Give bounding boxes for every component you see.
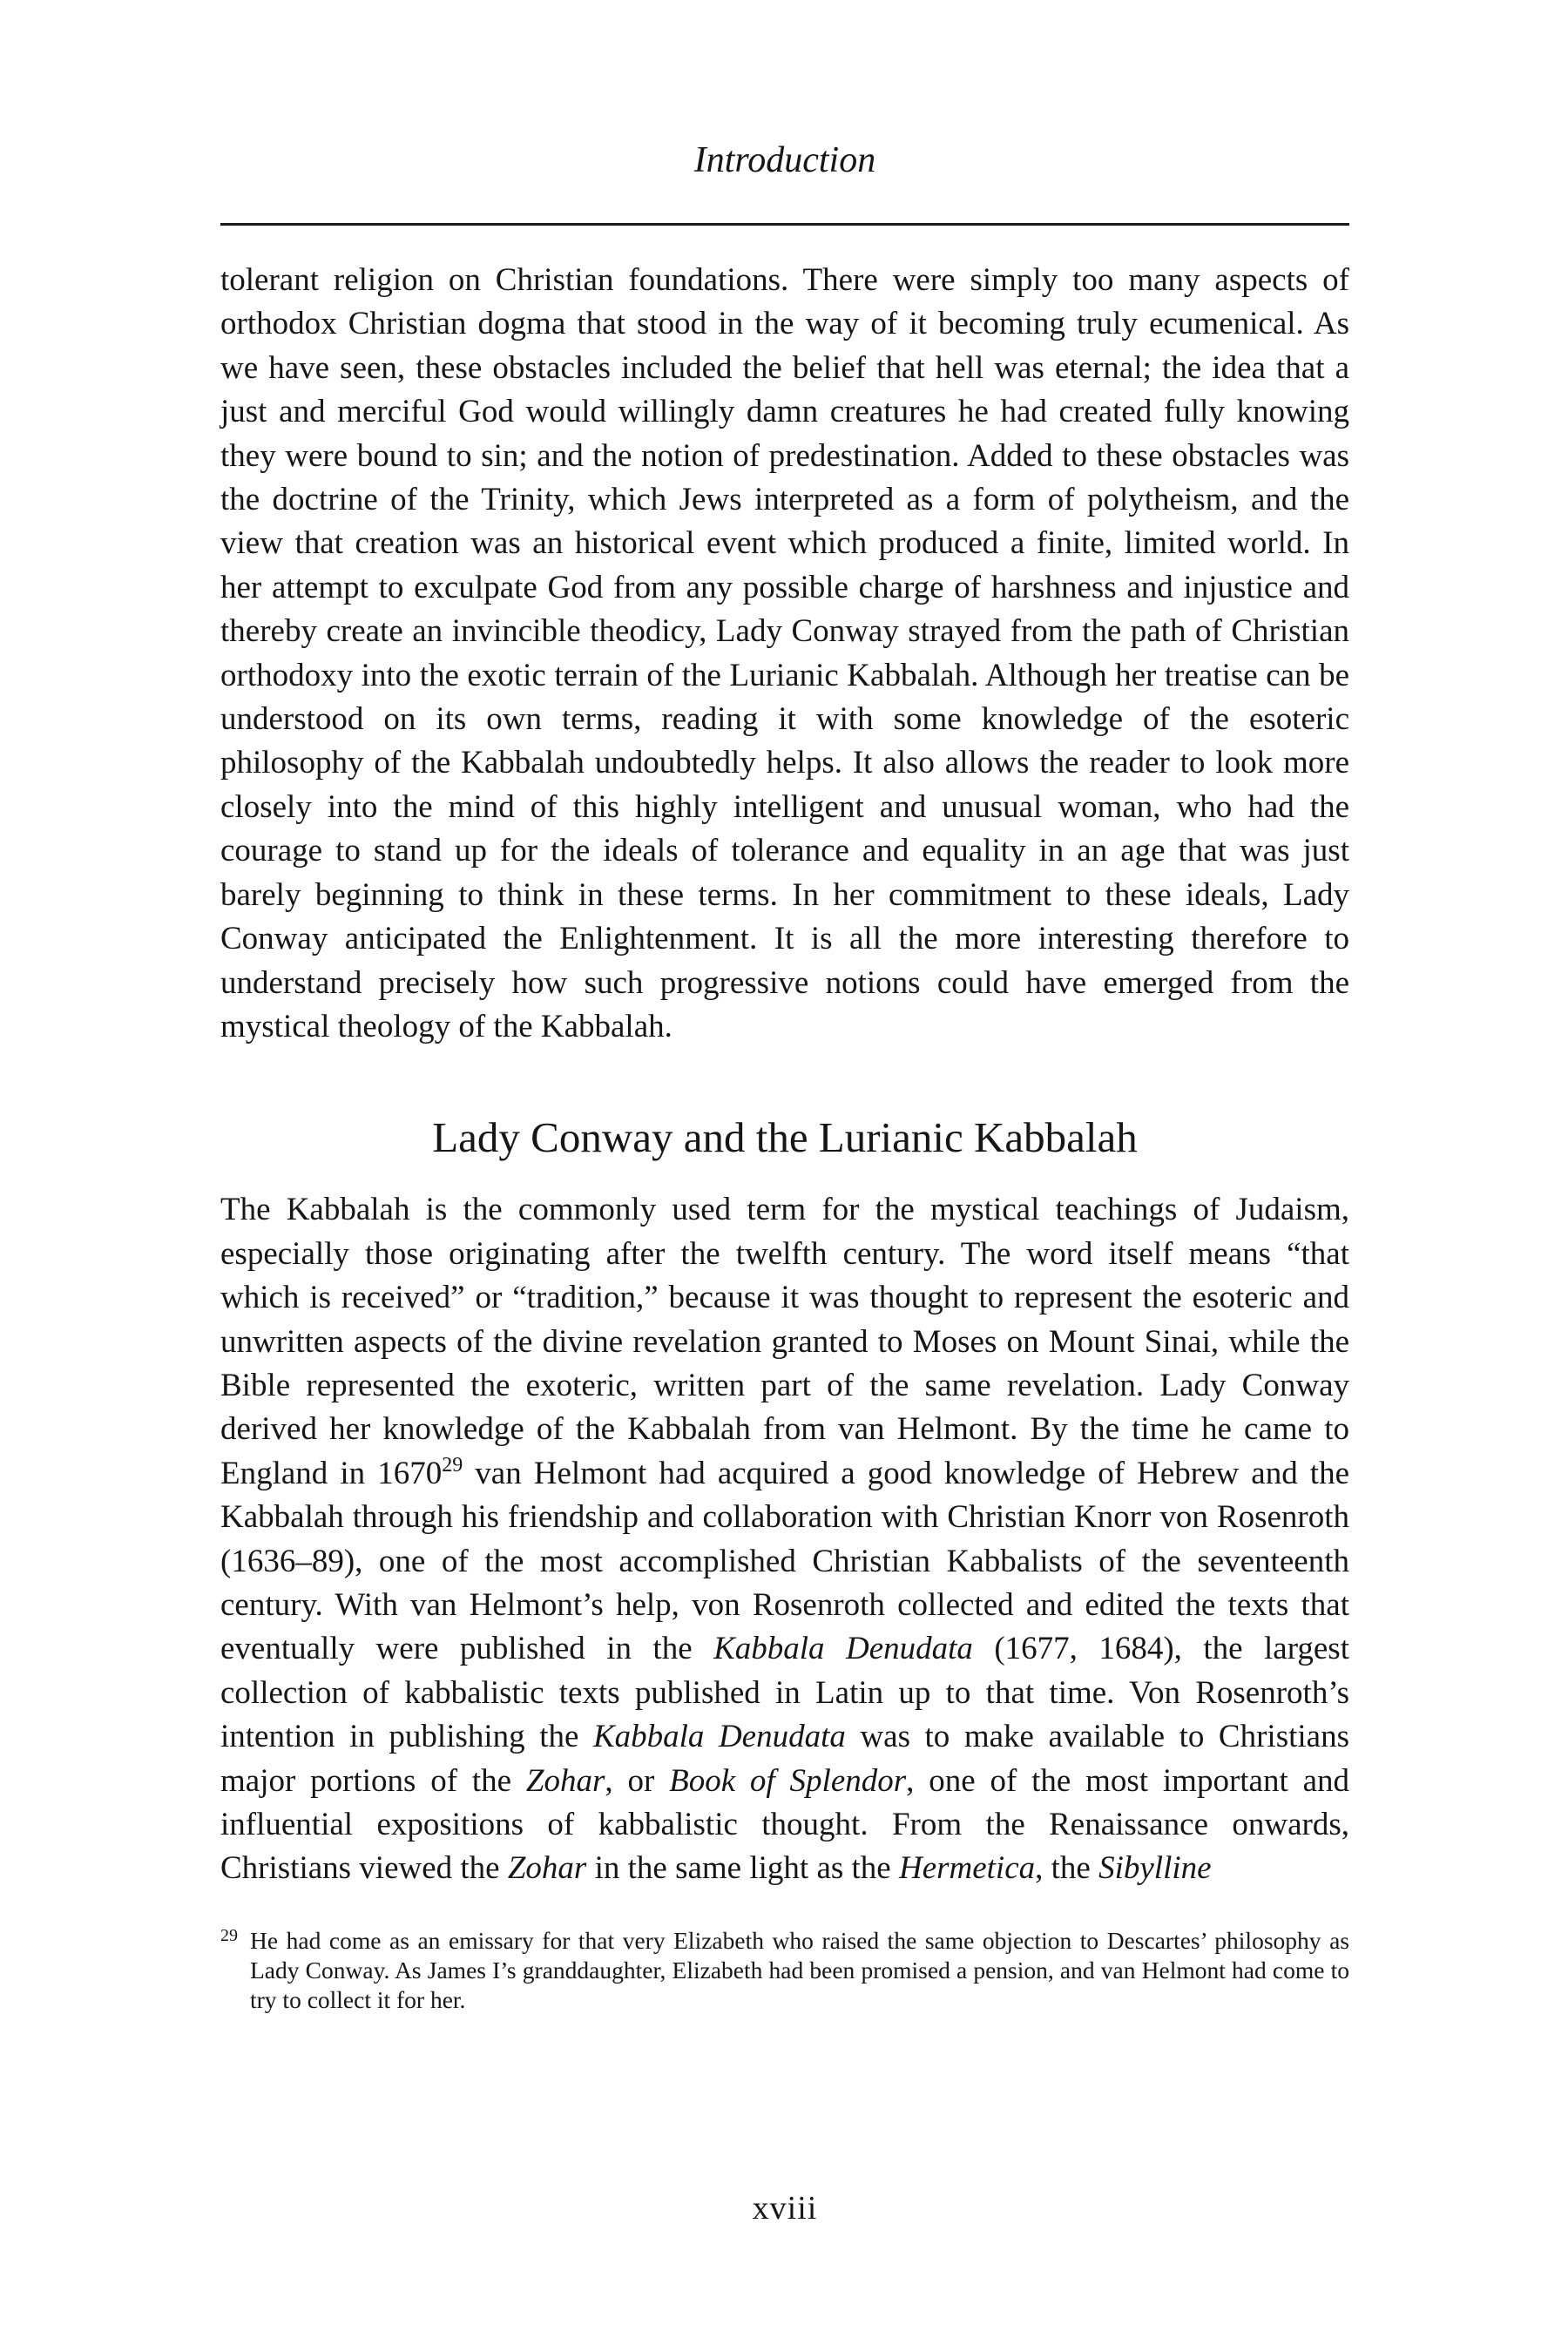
body-paragraph-2: [220, 1188, 1349, 1891]
paragraph-2-text: was to make available to Christians major portions of the: [220, 1719, 1349, 1799]
body-paragraph-1: tolerant religion on Christian foundations. There were simply too many aspects of orthodox Christian dogma that stood in the way of it becoming truly ecumenical. As we have seen, these obstacles included the belief that hell was eternal; the idea that a just and merciful God would willingly damn creatures he had created fully knowing they were bound to sin; and the notion of predestination. Added to these obstacles was the doctrine of the Trinity, which Jews interpreted as a form of polytheism, and the view that creation was an historical event which produced a finite, limited world. In her attempt to exculpate God from any possible charge of harshness and injustice and thereby create an invincible theodicy, Lady Conway strayed from the path of Christian orthodoxy into the exotic terrain of the Lurianic Kabbalah. Although her treatise can be understood on its own terms, reading it with some knowledge of the esoteric philosophy of the Kabbalah undoubtedly helps. It also allows the reader to look more closely into the mind of this highly intelligent and unusual woman, who had the courage to stand up for the ideals of tolerance and equality in an age that was just barely beginning to think in these terms. In her commitment to these ideals, Lady Conway anticipated the Enlightenment. It is all the more interesting therefore to understand precisely how such progressive notions could have emerged from the mystical theology of the Kabbalah.: [220, 262, 1349, 1044]
book-title-zohar: Zohar: [507, 1850, 587, 1887]
footnote: [220, 1926, 1349, 2015]
paragraph-2-text: , one of the most important and influential expositions of kabbalistic thought. From the Renaissance onwards, Christians viewed the: [220, 1762, 1349, 1887]
book-title-hermetica: Hermetica: [898, 1850, 1036, 1887]
running-head: Introduction: [693, 140, 876, 180]
footnote-text: He had come as an emissary for that very Elizabeth who raised the same objection to Descartes’ philosophy as Lady Conway. As James I’s granddaughter, Elizabeth had been promised a pension, and van Helmont had come to try to collect it for her.: [250, 1926, 1349, 2013]
page-number: xviii: [752, 2190, 818, 2227]
book-title-sibylline: Sibylline: [1098, 1850, 1212, 1887]
paragraph-2-text: in the same light as the: [586, 1850, 899, 1887]
paragraph-2-text: van Helmont had acquired a good knowledge of Hebrew and the Kabbalah through his friendship and collaboration with Christian Knorr von Rosenroth (1636–89), one of the most accomplished Christian Kabbalists of the seventeenth century. With van Helmont’s help, von Rosenroth collected and edited the texts that eventually were published in the: [220, 1455, 1350, 1667]
footnote-reference: 29: [442, 1453, 463, 1477]
book-title-kabbala-denudata: Kabbala Denudata: [592, 1719, 846, 1755]
section-heading: Lady Conway and the Lurianic Kabbalah: [432, 1113, 1138, 1162]
footnote-number: 29: [220, 1925, 238, 1945]
book-title-book-of-splendor: Book of Splendor: [669, 1762, 907, 1799]
book-title-kabbala-denudata: Kabbala Denudata: [713, 1631, 973, 1667]
paragraph-2-text: , or: [605, 1762, 670, 1799]
paragraph-2-text: The Kabbalah is the commonly used term for the mystical teachings of Judaism, especially those originating after the twelfth century. The word itself means “that which is received” or “tradition,” because it was thought to represent the esoteric and unwritten aspects of the divine revelation granted to Moses on Mount Sinai, while the Bible represented the exoteric, written part of the same revelation. Lady Conway derived her knowledge of the Kabbalah from van Helmont. By the time he came to England in 1670: [220, 1192, 1349, 1491]
paragraph-2-text: (1677, 1684), the largest collection of kabbalistic texts published in Latin up to that time. Von Rosenroth’s intention in publishing the: [220, 1631, 1349, 1755]
book-title-zohar: Zohar: [525, 1762, 605, 1799]
paragraph-2-text: , the: [1035, 1850, 1099, 1887]
header-rule: [220, 223, 1349, 226]
book-page: [220, 139, 1349, 2282]
